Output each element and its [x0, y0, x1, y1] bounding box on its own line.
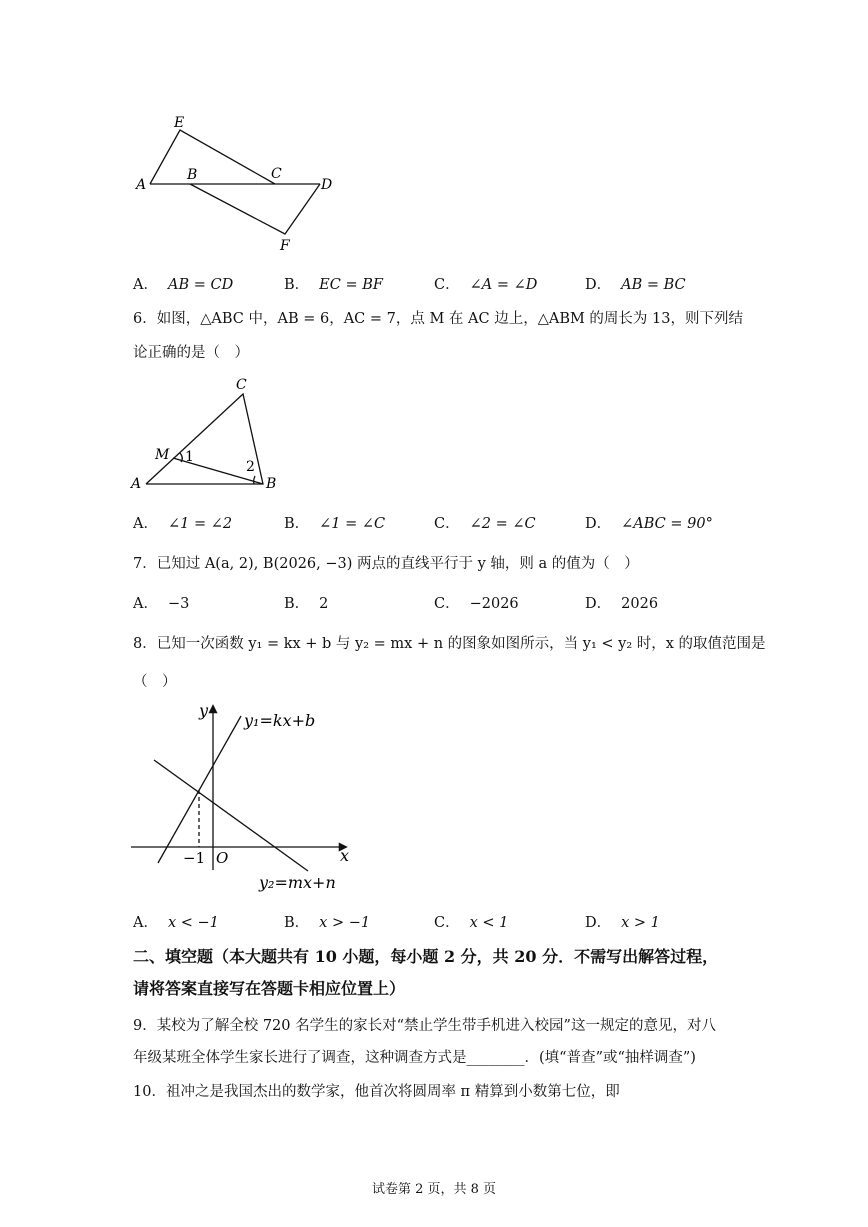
label-a: A: [131, 476, 142, 492]
label-a: A: [136, 177, 147, 193]
label-e: E: [174, 115, 185, 131]
q7-option-a: A． −3: [133, 596, 190, 612]
q8-line-2: （ ）: [133, 674, 177, 690]
figure-q6: [128, 372, 288, 497]
q7-line-1: 7．已知过 A(a, 2), B(2026, −3) 两点的直线平行于 y 轴，则 a 的值为（ ）: [133, 556, 639, 572]
label-y1: y₁=kx+b: [244, 711, 316, 730]
q6-line-1: 6．如图，△ABC 中，AB = 6，AC = 7，点 M 在 AC 边上，△ABM 的周长为 13，则下列结: [133, 311, 743, 327]
label-b: B: [266, 476, 277, 492]
label-m: M: [155, 447, 170, 463]
label-x-axis: x: [340, 846, 350, 865]
section-heading-line-2: 请将答案直接写在答题卡相应位置上）: [133, 979, 406, 998]
triangle-aec: [150, 130, 275, 184]
label-c: C: [271, 166, 282, 182]
angle-2-arc: [254, 476, 255, 484]
q6-option-d: D． ∠ABC = 90°: [585, 516, 713, 532]
q5-option-d: D． AB = BC: [585, 277, 686, 293]
label-angle-2: 2: [246, 459, 255, 475]
q5-option-c: C． ∠A = ∠D: [434, 277, 538, 293]
q8-line-1: 8．已知一次函数 y₁ = kx + b 与 y₂ = mx + n 的图象如图所示，当 y₁ < y₂ 时，x 的取值范围是: [133, 636, 766, 652]
q9-line-2: 年级某班全体学生家长进行了调查，这种调查方式是________．(填“普查”或“抽样调查”): [133, 1050, 696, 1066]
label-y2: y₂=mx+n: [259, 873, 336, 892]
figure-q5: [130, 110, 350, 255]
q8-option-b: B． x > −1: [284, 915, 371, 931]
q5-option-b: B． EC = BF: [284, 277, 383, 293]
q6-option-b: B． ∠1 = ∠C: [284, 516, 386, 532]
label-y-axis: y: [199, 701, 209, 720]
q6-option-a: A． ∠1 = ∠2: [133, 516, 233, 532]
triangle-bfd: [190, 184, 320, 234]
q8-option-c: C． x < 1: [434, 915, 509, 931]
label-neg-one: −1: [183, 849, 206, 867]
q6-line-2: 论正确的是（ ）: [133, 345, 249, 361]
page-footer: 试卷第 2 页，共 8 页: [371, 1182, 497, 1197]
q5-option-a: A． AB = CD: [133, 277, 234, 293]
q8-option-a: A． x < −1: [133, 915, 219, 931]
line-y2: [154, 760, 308, 871]
label-d: D: [321, 177, 333, 193]
q7-option-b: B． 2: [284, 596, 329, 612]
label-f: F: [280, 238, 290, 254]
label-origin: O: [216, 849, 229, 867]
q8-option-d: D． x > 1: [585, 915, 660, 931]
q7-option-d: D． 2026: [585, 596, 659, 612]
q7-option-c: C． −2026: [434, 596, 519, 612]
q6-option-c: C． ∠2 = ∠C: [434, 516, 536, 532]
label-c: C: [236, 377, 247, 393]
label-b: B: [187, 167, 198, 183]
section-heading-line-1: 二、填空题（本大题共有 10 小题，每小题 2 分，共 20 分．不需写出解答过程，: [133, 947, 719, 966]
q10-line-1: 10．祖冲之是我国杰出的数学家，他首次将圆周率 π 精算到小数第七位，即: [133, 1084, 620, 1100]
label-angle-1: 1: [185, 449, 194, 465]
q9-line-1: 9．某校为了解全校 720 名学生的家长对“禁止学生带手机进入校园”这一规定的意见，对八: [133, 1018, 716, 1034]
figure-q8: [128, 698, 368, 896]
